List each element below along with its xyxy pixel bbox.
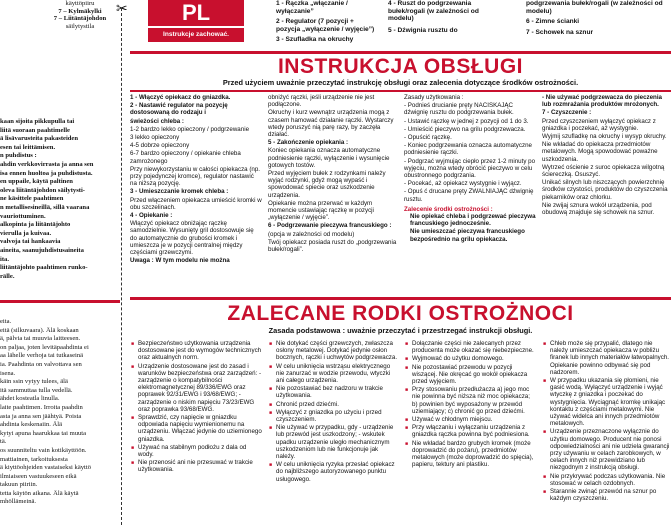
text-line: obniżyć rączki, jeśli urządzenie nie jest podłączone. xyxy=(268,94,375,109)
safety-bullet: ■ Nie wkładać bardzo grubych kromek (może doprowadzić do pożaru), przedmiotów metalowych (może doprowadzić do spięcia), papieru, tektury ani plastiku. xyxy=(412,440,536,469)
safety-bullet: ■ Wyjmować do użytku domowego. xyxy=(412,355,536,362)
text-line: vauriottuminen. xyxy=(0,212,46,220)
text-line: en uppaile, käytä paltinen xyxy=(0,178,73,186)
text-line: laite paahtimen. Irroita paahdin xyxy=(0,403,83,411)
text-line: ähdet kosteatla linulla. xyxy=(0,395,60,403)
parts-list-col3 xyxy=(526,0,668,36)
safety-bullet: ■ W celu uniknięcia ryzyka przesłać opiekacz do najbliższego autoryzowanego punktu usługowego. xyxy=(276,461,398,483)
parts-list-col1 xyxy=(276,0,376,44)
finnish-column xyxy=(0,0,120,525)
text-line: 3 - Umieszczanie kromek chleba : xyxy=(130,188,229,196)
text-line: 6 - Podgrzewanie pieczywa francuskiego : xyxy=(268,222,392,230)
safety-bullet: ■ Chronić przed dziećmi. xyxy=(276,401,398,408)
fi-line: käyttöpiiru xyxy=(65,0,95,7)
safety-subtitle: Zasada podstawowa : uważnie przeczytać i przestrzegać instrukcji obsługi. xyxy=(268,326,533,335)
text-line: 7 - Czyszczenie : xyxy=(542,109,592,117)
safety-bullet: ■ Starannie zwinąć przewód na sznur po każdym czyszczeniu. xyxy=(550,488,671,502)
text-line: ita. xyxy=(0,255,9,263)
text-line: rälle. xyxy=(0,272,15,280)
text-line: - Opuś ć drucane pręty ZWALNIAJĄC dźwignię rusztu. xyxy=(404,188,534,203)
text-line: kytyi apuna haarukkaa tai muuta xyxy=(0,429,87,437)
safety-bullet: ■ Chleb może się przypalić, dlatego nie należy umieszczać opiekacza w pobliżu firanek lub innych materiałów łatwopalnych. Opiekanie powinno odbywać się pod nadzorem. xyxy=(550,340,671,376)
text-line: eita. xyxy=(0,318,12,325)
text-line: takuun piiriin. xyxy=(0,481,38,489)
text-line: oleva liitäntäjohdon säilytysti- xyxy=(0,186,85,194)
text-line: isena. xyxy=(0,369,16,377)
text-line: Nie wkładać do opiekacza przedmiotów metalowych. Mogą spowodować poważne uszkodzenia. xyxy=(542,141,658,163)
safety-bullet: ■ Używać w chłodnym miejscu. xyxy=(412,416,536,423)
text-line: 1 - Włączyć opiekacz do gniazdka. xyxy=(130,94,231,101)
safety-bullet: ■ Dołączanie części nie zalecanych przez producenta może okazać się niebezpieczne. xyxy=(412,340,536,354)
instructions-subtitle: Przed użyciem uważnie przeczytać instrukcję obsługi oraz zalecenia dotyczące środków ostrożności. xyxy=(222,78,579,87)
part-item: 5 - Dźwignia rusztu do xyxy=(388,26,458,34)
text-line: Wytrzeć ościenie z suroc opiekacza wilgotną ściereczką. Osuszyć. xyxy=(542,163,665,179)
text-line: eitä (silkuvaara). Älä koskaan xyxy=(0,326,79,334)
safety-title: ZALECANE RODKI OSTROŻNOCI xyxy=(227,302,574,325)
text-line: 6-7 bardzo opieczony / opiekanie chleba zamrożonego xyxy=(130,150,241,165)
text-line: - Opuścić rączkę. xyxy=(404,134,452,142)
instructions-column-1 xyxy=(130,94,262,294)
text-line: - Koniec podgrzewania oznacza automatyczne podniesienie rączki. xyxy=(404,142,532,157)
precaution-item: Nie opiekać chleba i podgrzewać pieczywa francuskiego jednocześnie. xyxy=(410,213,536,228)
part-item: 6 - Zimne ścianki xyxy=(526,18,580,26)
part-item: 2 - Regulator (7 pozycji + pozycja „wyłączenie / wyjęcie”) xyxy=(276,18,375,33)
text-line: Uwaga : W tym modelu nie można xyxy=(130,257,230,265)
text-line: - Umieścić pieczywo na grilu podgrzewacza. xyxy=(404,125,526,133)
text-line: Zasady użytkowania : xyxy=(404,94,464,101)
safety-column-4 xyxy=(542,340,671,525)
text-line: - Pocekać, aż opiekacz wystygnie i wyjącz. xyxy=(404,180,522,188)
safety-bullet: ■ Nie przykrywać podczas użytkowania. Nie stosować w celach ozdobnych. xyxy=(550,473,671,487)
text-line: os suunniteltu vain kotikäyttöön. xyxy=(0,446,87,454)
text-line: tetta käytön aikana. Älä käytä xyxy=(0,489,79,497)
safety-bullet: ■ Sprawdzić, czy napięcie w gniazdku odpowiada napięciu wymienionemu na urządzeniu. Włączać jedynie do uziemionego gniazdka. xyxy=(138,414,262,443)
text-line: (opcja w zależności od modelu) xyxy=(268,230,355,238)
text-line: - Nie używać podgrzewacza do pieczenia lub rozmrażania produktów mrożonych. xyxy=(542,94,663,109)
text-line: liitäntäjohto paahtimen runko- xyxy=(0,264,88,272)
parts-list-col2 xyxy=(388,0,488,34)
text-line: Okruchy i kurz wewnątrz urządzenia mogą z czasem hamować działanie rączki. Wystarczy wtedy poruszyć nią parę razy, by zaczęła działać. xyxy=(268,109,394,139)
text-line: isa ennen huoltoa ja puhdistusta. xyxy=(0,169,93,177)
safety-bullet: ■ Nie dotykać części grzewczych, zwłaszcza osłony metalowej. Dotykać jedynie osłon bocznych, rączki i uchwytów podgrzewacza. xyxy=(276,340,398,362)
text-line: vierulla ja kuivaa. xyxy=(0,229,52,237)
fi-lower-block xyxy=(0,318,120,507)
text-line: 3 lekko opieczony xyxy=(130,134,180,142)
part-item: 3 - Szufladka na okruchy xyxy=(276,36,354,44)
text-line: Twój opiekacz posiada ruszt do „podgrzewania bułek/rogali”. xyxy=(268,238,397,254)
fi-line: säilytystila xyxy=(65,22,95,30)
part-item: podgrzewania bułek/rogali (w zależności od modelu) xyxy=(526,0,663,15)
part-item: 7 - Schowek na sznur xyxy=(526,28,594,36)
part-item: 4 - Ruszt do podgrzewania bułek/rogali (w zależności od modelu) xyxy=(388,0,479,23)
safety-bullet: ■ W przypadku ukazania się płomieni, nie gasić wodą. Wyłączyć urządzenie i wyjąć wtyczkę z gniazdka i poczekać do wystygnięcia. Wyciągnąć kromkę unikając kontaktu z częściami metalowymi. Nie używać widelca ani innych przedmiotów metalowych. xyxy=(550,377,671,427)
fi-line: 7 – Liitäntäjohdon xyxy=(53,15,107,23)
text-line: - Podnieś drucianie pręty NACISKAJĄC dźwignię rusztu do podgrzewania bułek. xyxy=(404,102,514,117)
text-line: ahdinta keskenaiin. Älä xyxy=(0,421,63,429)
text-line: ne käsittele paahtimen xyxy=(0,195,64,203)
text-line: 1-2 bardzo lekko opieczony / podgrzewanie xyxy=(130,125,250,133)
scissors-icon: ✂ xyxy=(116,0,128,16)
text-line: valvoja tai hankaavia xyxy=(0,238,61,246)
safety-column-1 xyxy=(130,340,262,525)
text-line: kaan sijoita pikkupulla tai xyxy=(0,118,75,125)
top-divider xyxy=(130,51,671,54)
text-line: käin ssin vytyy tulees, älä xyxy=(0,378,68,386)
text-line: aa lähelle verhoja tai tutkaseinä xyxy=(0,352,84,360)
text-line: ä kiyttöohjeiden vastaiseksi käyttö xyxy=(0,464,92,472)
text-line: ilmiaiseen vastuukeseen eikä xyxy=(0,472,77,480)
text-line: esen tai leittämisen. xyxy=(0,143,56,151)
text-line: Przed włączeniem opiekacza umieścić kromki w obu szczelinach. xyxy=(130,196,262,211)
text-line: mattiainen, tarkoituksesta xyxy=(0,455,68,463)
precautions-heading: Zalecenie środki ostrożności : xyxy=(404,205,493,213)
text-line: mhöllämeinä. xyxy=(0,498,37,506)
text-line: alkopinta ja liitäntäjohto xyxy=(0,221,71,229)
text-line: aineita, saanujuhdistusaineita xyxy=(0,246,84,254)
text-line: itä sammuttaa tulla vedellä. xyxy=(0,386,73,394)
text-line: liitä suoraan paahtimelle xyxy=(0,126,70,134)
instructions-column-3 xyxy=(404,94,536,294)
text-line: Przed czyszczeniem wyłączyć opiekacz z gniazdka i poczekać, aż wystygnie. xyxy=(542,117,656,132)
text-line: - Podgrzać wyjmując ciepło przez 1-2 minuty po wyjęciu, można wtedy obrócić pieczywo w celu obustronnego podgrzania. xyxy=(404,157,536,180)
safety-bullet: ■ Przy włączaniu i wyłączaniu urządzenia z gniazdka rączka powinna być podniesiona. xyxy=(412,424,536,438)
text-line: świeżości chleba : xyxy=(130,117,184,125)
text-line: 4 - Opiekanie : xyxy=(130,212,173,220)
text-line: ia. Paahdinta on valvottava sen xyxy=(0,360,82,368)
text-line: on paljaa, joten levitäpaahdinta ei xyxy=(0,343,89,351)
fi-divider xyxy=(0,300,120,303)
text-line: 2 - Nastawić regulator na pozycję dostosowaną do rodzaju i xyxy=(130,102,228,117)
text-line: ä, pälvia tai muuvia laitteesen. xyxy=(0,335,81,343)
text-line: 5 - Zakończenie opiekania : xyxy=(268,139,349,147)
text-line: tä. xyxy=(0,438,7,446)
text-line: Nie zwijaj sznura wokół urządzenia, pod obudową znajduje się schowek na sznur. xyxy=(542,201,655,217)
instructions-column-2 xyxy=(268,94,398,294)
safety-divider xyxy=(130,297,671,300)
safety-bullet: ■ Nie przenosić ani nie przesuwać w trakcie użytkowania. xyxy=(138,459,262,473)
safety-bullet: ■ Urządzenie dostosowane jest do zasad i warunków bezpieczeństwa oraz zarządzeń: - zarządzenie o kompatybilności elektromagnetycznej 89/336/EWG oraz poprawek 92/31/EWG i 93/68/EWG; - zarządzenie o niskim napięciu 73/23/EWG oraz poprawka 93/68/EWG. xyxy=(138,363,262,413)
keep-instructions-note: Instrukcje zachować. xyxy=(148,28,244,42)
language-badge: PL xyxy=(148,0,244,26)
safety-bullet: ■ Wyłączyć z gniazdka po użyciu i przed czyszczeniem. xyxy=(276,409,398,423)
safety-bullet: ■ Urządzenie przeznaczone wyłącznie do użytku domowego. Producent nie ponosi odpowiedzialności ani nie udziela gwarancji przy używaniu w celach zarobkowych, w celach innych niż przewidziano lub niezgodnym z instrukcją obsługi. xyxy=(550,428,671,471)
text-line: - Ustawić rączkę w jednej z pozycji od 1 do 3. xyxy=(404,117,529,125)
text-line: n puhdistus : xyxy=(0,152,37,160)
text-line: 4-5 dobrze opieczony xyxy=(130,142,190,150)
text-line: n metallisesineillä, sillä vaarana xyxy=(0,203,90,211)
text-line: Opiekanie można przerwać w każdym momencie ustawiając rączkę w pozycji „wyłączenie / wyjęcie”. xyxy=(268,199,374,222)
text-line: Włączyć opiekacz obniżając rączkę samodzielnie. Wysunięty gril dostosowuje się do automatycznie do grubości kromek i umieszcza je w pozycji centralnej między częściami grzewczymi. xyxy=(130,220,254,257)
text-line: Unikać silnych lub niszczących powierzchnię środków czystości, produktów do czyszczenia piekarników oraz chlorku. xyxy=(542,179,668,201)
text-line: Przy niewykorzystaniu w całości opiekacza (np. przy pojedynczej kromce), regulator nastawić na niższą pozycję. xyxy=(130,165,260,188)
safety-bullet: ■ Przy stosowaniu przedłużacza a) jego moc nie powinna być niższa niż moc opiekacza; b) powinien być wyposażony w przewód uziemiający; c) chronić go przed dziećmi. xyxy=(412,386,536,415)
fi-line: 7 – Kylmäkylki xyxy=(58,7,102,15)
precaution-item: Nie umieszczać pieczywa francuskiego bezpośrednio na grilu opiekacza. xyxy=(410,228,525,243)
text-line: ahdin verkkovirrasta ja anna sen xyxy=(0,160,94,168)
instructions-column-4 xyxy=(542,94,671,294)
safety-bullet: ■ W celu uniknięcia wstrząsu elektrycznego nie zanurzać w wodzie przewodu, wtyczki ani całego urządzenia. xyxy=(276,363,398,385)
safety-bullet: ■ Bezpieczeństwo użytkowania urządzenia dostosowane jest do wymogów technicznych oraz aktualnych norm. xyxy=(138,340,262,362)
cut-line xyxy=(121,8,124,525)
instructions-title: INSTRUKCJA OBSŁUGI xyxy=(277,55,524,78)
safety-bullet: ■ Nie używać w przypadku, gdy - urządzenie lub przewód jest uszkodzony; - wskutek upadku urządzenie uległo mechanicznym uszkodzeniom lub nie funkcjonuje jak należy. xyxy=(276,424,398,460)
safety-bullet: ■ Nie pozostawiać przewodu w pozycji wiszącej. Nie okręcać go wokół opiekacza przed wyjęciem. xyxy=(412,364,536,386)
text-line: Koniec opiekania oznacza automatyczne podniesienie rączki, wyłączenie i wysunięcie gotowych tostów. xyxy=(268,147,390,169)
text-line: ä lisävarusteita pakasteiden xyxy=(0,135,79,143)
safety-bullet: ■ Nie pozostawiać bez nadzoru w trakcie użytkowania. xyxy=(276,385,398,399)
safety-column-3 xyxy=(404,340,536,525)
safety-bullet: ■ Używać na stabilnym podłożu z dala od wody. xyxy=(138,444,262,458)
fi-mid-block xyxy=(0,118,120,281)
text-line: Przed wyjęciem bułek z rodzynkami należy wyjąć rodzynki, gdyż mogą wypaść i spowodować spiecie oraz uszkodzenie urządzenia. xyxy=(268,170,386,199)
text-line: asta ja anna sen jäähtyä. Poista xyxy=(0,412,82,420)
instructions-divider xyxy=(130,90,671,92)
fi-top-block xyxy=(40,0,120,30)
part-item: 1 - Rączka „włączanie / wyłączanie” xyxy=(276,0,348,15)
text-line: Wyjmij szufladkę na okruchy i wysyp okruchy. xyxy=(542,133,667,141)
safety-column-2 xyxy=(268,340,398,525)
